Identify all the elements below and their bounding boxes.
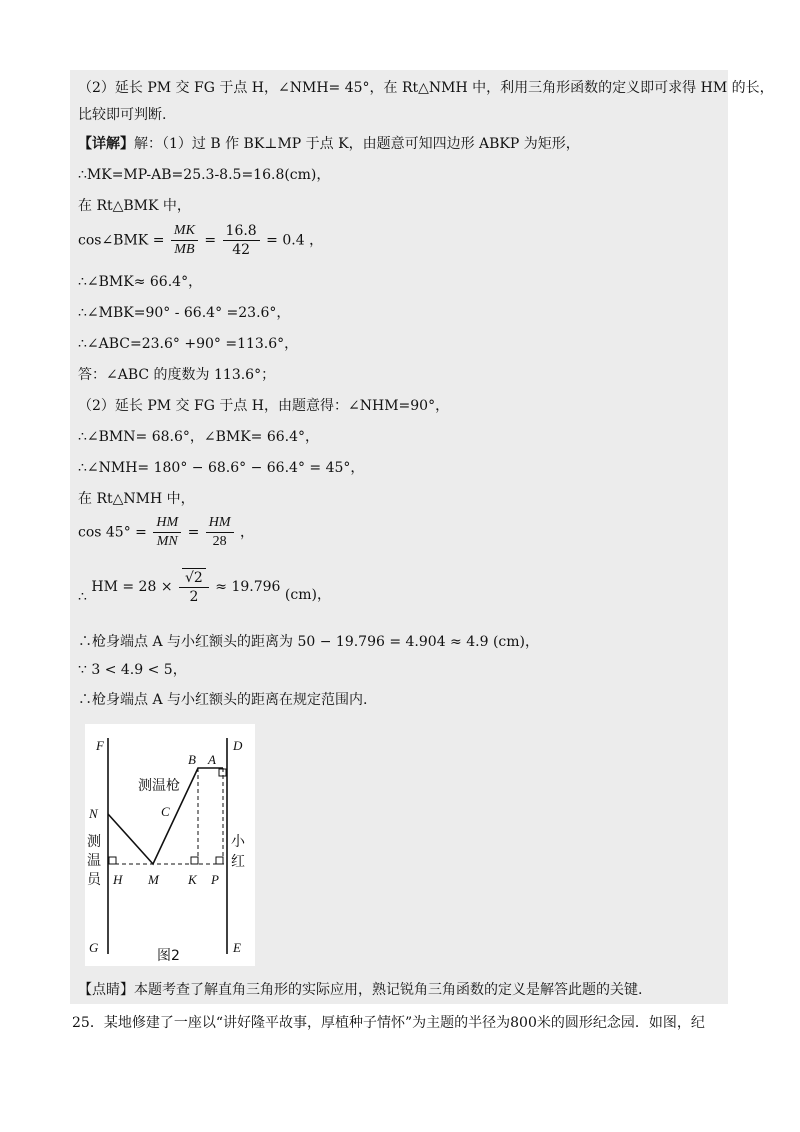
xiaohong-char-1: 小 bbox=[231, 834, 245, 850]
fraction-hm-28 bbox=[206, 514, 234, 551]
numerator: HM bbox=[206, 514, 234, 533]
step-mk: ∴MK=MP-AB=25.3-8.5=16.8(cm)， bbox=[78, 167, 331, 183]
analysis-line-2: 比较即可判断. bbox=[78, 107, 167, 123]
next-question: 25．某地修建了一座以“讲好隆平故事，厚植种子情怀”为主题的半径为800米的圆形纪念园．如图，纪 bbox=[72, 1015, 705, 1031]
numerator: MK bbox=[171, 222, 198, 241]
denominator: 42 bbox=[232, 242, 251, 258]
numerator bbox=[179, 568, 209, 588]
numerator: 16.8 bbox=[223, 222, 260, 241]
angle-nmh: ∴∠NMH= 180° − 68.6° − 66.4° = 45°， bbox=[78, 460, 365, 476]
denominator: MN bbox=[156, 534, 178, 549]
figure-caption: 图2 bbox=[157, 948, 180, 964]
denominator: 2 bbox=[189, 589, 199, 605]
gun-label: 测温枪 bbox=[138, 778, 180, 794]
in-rt-bmk: 在 Rt△BMK 中， bbox=[78, 198, 191, 214]
cos45-rhs: ， bbox=[240, 524, 255, 541]
hm-lhs: HM = 28 × bbox=[91, 579, 173, 595]
angle-bmk: ∴∠BMK≈ 66.4°， bbox=[78, 274, 203, 290]
label-c: C bbox=[161, 804, 170, 819]
fraction-value bbox=[223, 222, 260, 259]
sqrt-2: √2 bbox=[182, 568, 206, 587]
angle-mbk: ∴∠MBK=90° - 66.4° =23.6°， bbox=[78, 305, 291, 321]
denominator: MB bbox=[174, 242, 195, 257]
label-b: B bbox=[188, 752, 196, 767]
cos-bmk-equation bbox=[78, 222, 323, 259]
hm-rhs: ≈ 19.796 bbox=[215, 579, 281, 595]
detail-intro bbox=[78, 134, 580, 154]
label-f: F bbox=[96, 738, 104, 753]
conclusion-line: ∴枪身端点 A 与小红额头的距离在规定范围内. bbox=[78, 692, 368, 708]
label-n: N bbox=[89, 806, 98, 821]
in-rt-nmh: 在 Rt△NMH 中， bbox=[78, 491, 195, 507]
label-a: A bbox=[208, 752, 216, 767]
label-m: M bbox=[148, 872, 159, 887]
equals-sign: = bbox=[204, 232, 217, 249]
equals-sign: = bbox=[187, 524, 200, 541]
right-angle-h bbox=[109, 857, 116, 864]
label-h: H bbox=[113, 872, 123, 887]
distance-calc: ∴枪身端点 A 与小红额头的距离为 50 − 19.796 = 4.904 ≈ 4.9 (cm)， bbox=[78, 634, 539, 650]
hm-calculation bbox=[78, 568, 331, 615]
analysis-line-1: （2）延长 PM 交 FG 于点 H，∠NMH= 45°，在 Rt△NMH 中，利用三角形函数的定义即可求得 HM 的长， bbox=[78, 80, 774, 96]
fraction-hm-mn bbox=[153, 514, 181, 551]
xiaohong-char-2: 红 bbox=[231, 854, 245, 870]
numerator: HM bbox=[153, 514, 181, 533]
inspector-char-1: 测 bbox=[87, 834, 101, 850]
right-angle-p bbox=[216, 857, 223, 864]
label-e: E bbox=[233, 940, 241, 955]
right-angle-k bbox=[191, 857, 198, 864]
angles-given: ∴∠BMN= 68.6°，∠BMK= 66.4°， bbox=[78, 429, 320, 445]
detail-heading: 【详解】 bbox=[78, 136, 134, 152]
figure-2 bbox=[85, 724, 255, 966]
cos45-equation bbox=[78, 514, 254, 551]
inspector-char-2: 温 bbox=[87, 853, 101, 869]
fraction-sqrt2-2 bbox=[179, 568, 209, 606]
because-line: ∵ 3 < 4.9 < 5， bbox=[78, 662, 187, 678]
label-p: P bbox=[211, 872, 219, 887]
cos45-lhs: cos 45° = bbox=[78, 524, 147, 541]
cos-bmk-rhs: = 0.4 ， bbox=[266, 232, 324, 249]
fraction-mk-mb bbox=[171, 222, 198, 259]
inspector-char-3: 员 bbox=[87, 872, 101, 888]
therefore-symbol: ∴ bbox=[78, 589, 87, 605]
angle-abc: ∴∠ABC=23.6° +90° =113.6°， bbox=[78, 336, 299, 352]
label-d: D bbox=[233, 738, 243, 753]
comment-line: 【点睛】本题考查了解直角三角形的实际应用，熟记锐角三角函数的定义是解答此题的关键. bbox=[78, 982, 643, 998]
cos-bmk-lhs: cos∠BMK = bbox=[78, 232, 165, 249]
label-k: K bbox=[188, 872, 197, 887]
label-g: G bbox=[89, 940, 99, 955]
hm-unit: (cm)， bbox=[284, 587, 331, 603]
denominator: 28 bbox=[212, 534, 227, 549]
answer-1: 答：∠ABC 的度数为 113.6°； bbox=[78, 367, 276, 383]
part2-intro: （2）延长 PM 交 FG 于点 H，由题意得：∠NHM=90°， bbox=[78, 398, 450, 414]
figure-2-drawing bbox=[85, 724, 255, 966]
detail-intro-text: 解：（1）过 B 作 BK⊥MP 于点 K，由题意可知四边形 ABKP 为矩形， bbox=[134, 136, 580, 152]
